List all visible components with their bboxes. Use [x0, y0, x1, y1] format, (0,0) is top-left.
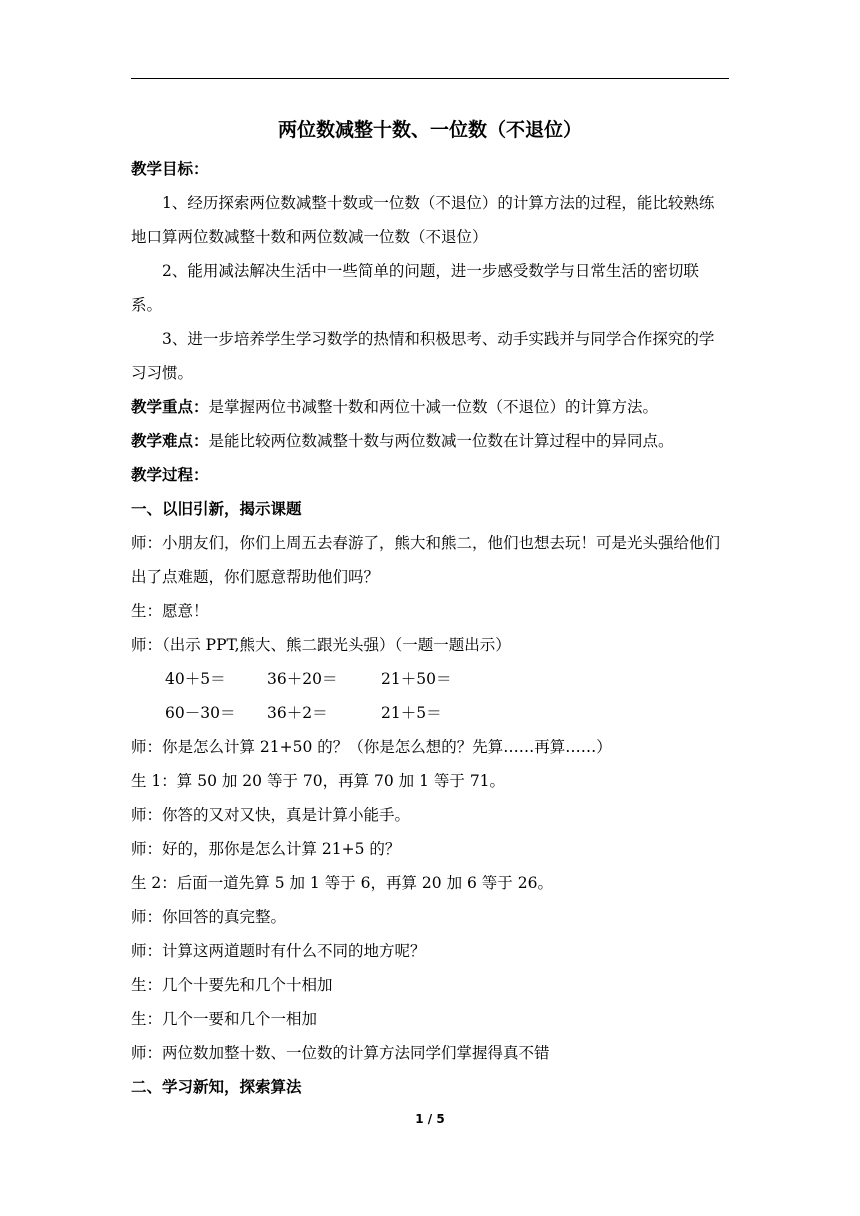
page-number: 1 / 5 [415, 1112, 445, 1126]
key-point-text: 是掌握两位书减整十数和两位十减一位数（不退位）的计算方法。 [208, 398, 659, 416]
page-title: 两位数减整十数、一位数（不退位） [277, 119, 582, 141]
key-point-label: 教学重点： [131, 398, 209, 416]
math-expression: 21＋5＝ [381, 704, 442, 722]
dialogue-line: 生 1：算 50 加 20 等于 70，再算 70 加 1 等于 71。 [131, 772, 506, 790]
dialogue-line: 师：两位数加整十数、一位数的计算方法同学们掌握得真不错 [131, 1044, 550, 1062]
math-row [131, 696, 729, 730]
dialogue-line: 师：小朋友们，你们上周五去春游了，熊大和熊二，他们也想去玩！可是光头强给他们出了点难题，你们愿意帮助他们吗？ [131, 534, 721, 586]
dialogue-line: 生：几个一要和几个一相加 [131, 1010, 318, 1028]
objective-item: 3、进一步培养学生学习数学的热情和积极思考、动手实践并与同学合作探究的学习习惯。 [131, 330, 715, 382]
process-heading: 教学过程： [131, 466, 209, 484]
objectives-heading: 教学目标： [131, 160, 209, 178]
section-heading: 二、学习新知，探索算法 [131, 1078, 302, 1096]
dialogue-line: 师：（出示 PPT,熊大、熊二跟光头强）（一题一题出示） [131, 636, 511, 654]
dialogue-line: 师：你是怎么计算 21+50 的？（你是怎么想的？先算……再算……） [131, 738, 612, 756]
dialogue-line: 师：计算这两道题时有什么不同的地方呢？ [131, 942, 426, 960]
key-point [131, 390, 729, 424]
dialogue-line: 师：好的，那你是怎么计算 21+5 的？ [131, 840, 401, 858]
difficulty-text: 是能比较两位数减整十数与两位数减一位数在计算过程中的异同点。 [208, 432, 674, 450]
math-expression: 21＋50＝ [381, 670, 452, 688]
objective-item: 1、经历探索两位数减整十数或一位数（不退位）的计算方法的过程，能比较熟练地口算两位数减整十数和两位数减一位数（不退位） [131, 194, 715, 246]
math-expression: 36＋2＝ [267, 704, 328, 722]
objective-item: 2、能用减法解决生活中一些简单的问题，进一步感受数学与日常生活的密切联系。 [131, 262, 699, 314]
dialogue-line: 师：你答的又对又快，真是计算小能手。 [131, 806, 411, 824]
math-expression: 60－30＝ [165, 704, 236, 722]
difficulty [131, 424, 729, 458]
math-expression: 36＋20＝ [267, 670, 338, 688]
document-body [131, 112, 729, 1104]
dialogue-line: 师：你回答的真完整。 [131, 908, 287, 926]
header-rule [131, 78, 729, 79]
dialogue-line: 生：愿意！ [131, 602, 209, 620]
dialogue-line: 生 2：后面一道先算 5 加 1 等于 6，再算 20 加 6 等于 26。 [131, 874, 553, 892]
dialogue-line: 生：几个十要先和几个十相加 [131, 976, 333, 994]
math-row [131, 662, 729, 696]
section-heading: 一、以旧引新，揭示课题 [131, 500, 302, 518]
math-expression: 40＋5＝ [165, 670, 226, 688]
difficulty-label: 教学难点： [131, 432, 209, 450]
